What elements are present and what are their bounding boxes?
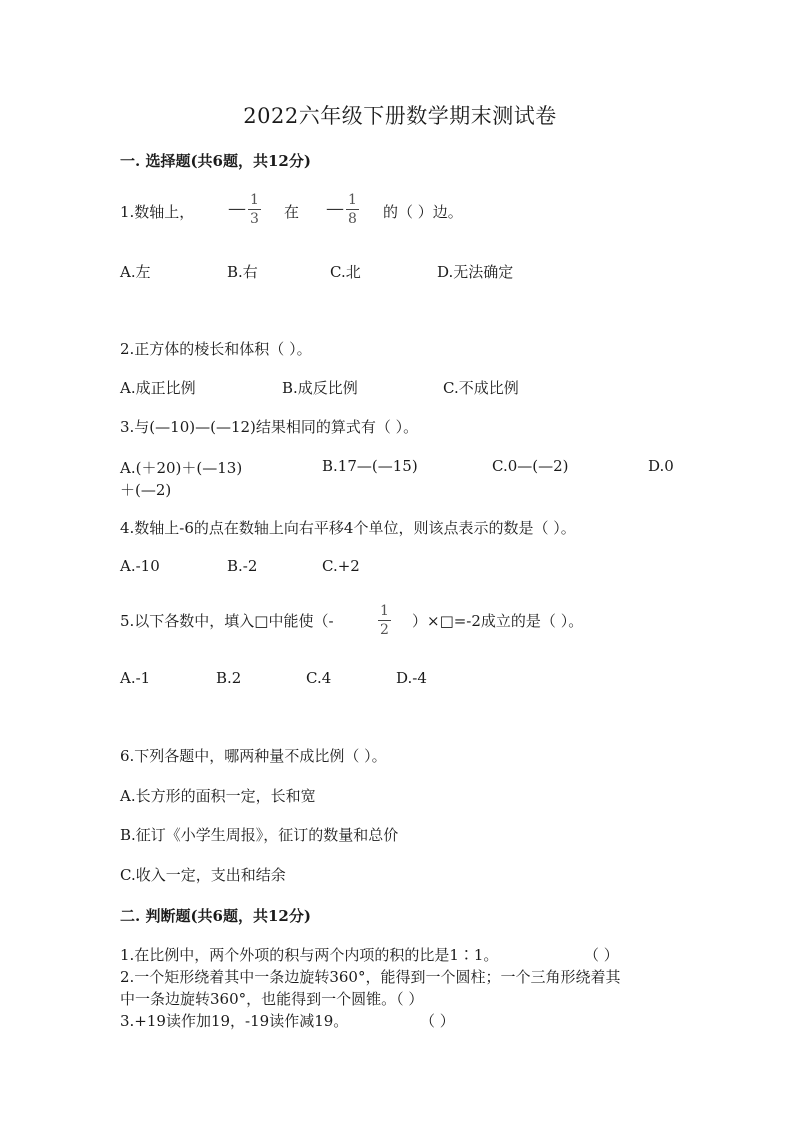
- q1-fraction-1: [248, 193, 261, 226]
- q1-option-a[interactable]: A.左: [120, 263, 151, 281]
- question-1-mid: 在: [284, 203, 300, 221]
- question-1-prefix: 1.数轴上，: [120, 203, 195, 221]
- page-title: 2022六年级下册数学期末测试卷: [243, 104, 557, 128]
- q5-option-b[interactable]: B.2: [216, 669, 242, 687]
- q3-option-d-continued: ＋(—2): [120, 481, 172, 499]
- q5-frac-num: 1: [380, 603, 389, 619]
- section-heading-judge: 二. 判断题(共6题，共12分): [120, 907, 311, 925]
- q3-option-b[interactable]: B.17—(—15): [322, 457, 418, 475]
- fraction-bar: [248, 209, 261, 210]
- q1-option-c[interactable]: C.北: [330, 263, 361, 281]
- question-6: 6.下列各题中，哪两种量不成比例（ ）。: [120, 747, 387, 765]
- q5-option-d[interactable]: D.-4: [396, 669, 427, 687]
- judge-item-3-blank[interactable]: （ ）: [420, 1012, 455, 1030]
- q1-frac2-sign: —: [326, 198, 344, 219]
- q1-option-b[interactable]: B.右: [227, 263, 258, 281]
- q4-option-c[interactable]: C.+2: [322, 557, 360, 575]
- judge-item-2-line1: 2.一个矩形绕着其中一条边旋转360°，能得到一个圆柱；一个三角形绕着其: [120, 968, 621, 986]
- q3-option-c[interactable]: C.0—(—2): [492, 457, 569, 475]
- q1-frac2-den: 8: [348, 211, 357, 227]
- q3-option-a[interactable]: A.(＋20)＋(—13): [120, 459, 243, 477]
- q1-frac1-num: 1: [250, 192, 259, 208]
- q1-frac1-den: 3: [250, 211, 259, 227]
- q1-frac2-num: 1: [348, 192, 357, 208]
- judge-item-1: 1.在比例中，两个外项的积与两个内项的积的比是1∶1。: [120, 946, 499, 964]
- q1-option-d[interactable]: D.无法确定: [437, 263, 514, 281]
- q6-option-b[interactable]: B.征订《小学生周报》，征订的数量和总价: [120, 826, 399, 844]
- q5-fraction: [378, 604, 391, 637]
- q5-option-a[interactable]: A.-1: [120, 669, 151, 687]
- question-5-prefix: 5.以下各数中，填入□中能使（-: [120, 612, 334, 630]
- q1-frac1-sign: —: [228, 198, 246, 219]
- q2-option-b[interactable]: B.成反比例: [282, 379, 358, 397]
- judge-item-1-blank[interactable]: （ ）: [584, 946, 619, 964]
- q2-option-c[interactable]: C.不成比例: [443, 379, 519, 397]
- question-1-suffix: 的（ ）边。: [383, 203, 463, 221]
- judge-item-2-line2: 中一条边旋转360°，也能得到一个圆锥。（ ）: [120, 990, 424, 1008]
- q5-frac-den: 2: [380, 622, 389, 638]
- q6-option-a[interactable]: A.长方形的面积一定，长和宽: [120, 787, 316, 805]
- question-5-suffix: ）×□=-2成立的是（ ）。: [412, 612, 584, 630]
- question-3: 3.与(—10)—(—12)结果相同的算式有（ ）。: [120, 418, 419, 436]
- q3-option-d[interactable]: D.0: [648, 457, 674, 475]
- question-4: 4.数轴上-6的点在数轴上向右平移4个单位，则该点表示的数是（ ）。: [120, 519, 576, 537]
- q4-option-b[interactable]: B.-2: [227, 557, 258, 575]
- section-heading-choice: 一. 选择题(共6题，共12分): [120, 152, 311, 170]
- judge-item-3: 3.+19读作加19，-19读作减19。: [120, 1012, 349, 1030]
- fraction-bar: [378, 620, 391, 621]
- q2-option-a[interactable]: A.成正比例: [120, 379, 196, 397]
- question-2: 2.正方体的棱长和体积（ ）。: [120, 340, 312, 358]
- q1-fraction-2: [346, 193, 359, 226]
- q6-option-c[interactable]: C.收入一定，支出和结余: [120, 866, 286, 884]
- q5-option-c[interactable]: C.4: [306, 669, 332, 687]
- fraction-bar: [346, 209, 359, 210]
- q4-option-a[interactable]: A.-10: [120, 557, 160, 575]
